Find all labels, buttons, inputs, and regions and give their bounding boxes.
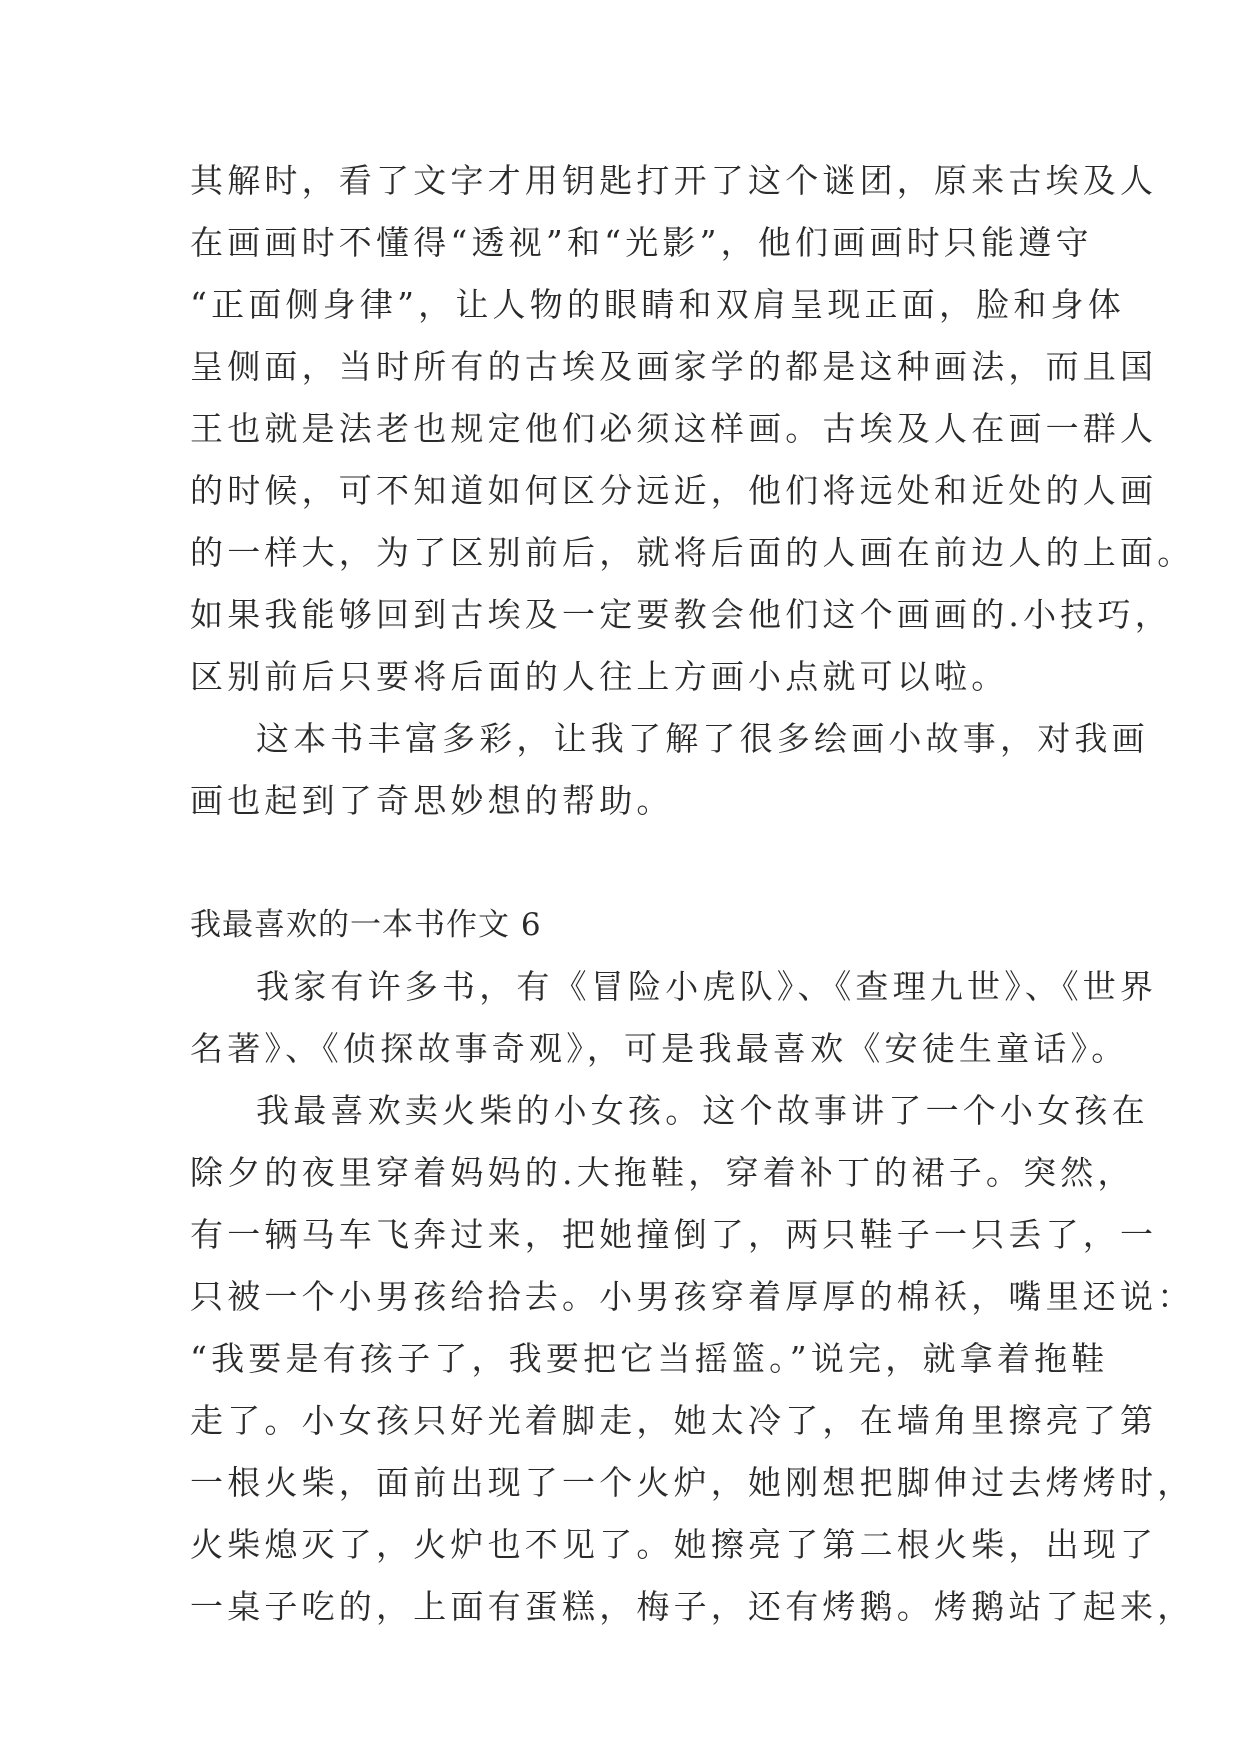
text-line: “我要是有孩子了，我要把它当摇篮。”说完，就拿着拖鞋 bbox=[190, 1339, 1109, 1378]
section-title: 我最喜欢的一本书作文 6 bbox=[190, 907, 542, 943]
text-line: 有一辆马车飞奔过来，把她撞倒了，两只鞋子一只丢了，一 bbox=[190, 1215, 1158, 1254]
text-line: “正面侧身律”，让人物的眼睛和双肩呈现正面，脸和身体 bbox=[190, 285, 1125, 324]
text-line: 区别前后只要将后面的人往上方画小点就可以啦。 bbox=[190, 657, 1009, 696]
paragraph-summary bbox=[190, 708, 1149, 832]
text-line: 我最喜欢卖火柴的小女孩。这个故事讲了一个小女孩在 bbox=[256, 1091, 1149, 1130]
text-line: 一根火柴，面前出现了一个火炉，她刚想把脚伸过去烤烤时， bbox=[190, 1463, 1195, 1502]
text-line: 走了。小女孩只好光着脚走，她太冷了，在墙角里擦亮了第 bbox=[190, 1401, 1158, 1440]
paragraph-story bbox=[190, 1080, 1195, 1638]
text-line: 的时候，可不知道如何区分远近，他们将远处和近处的人画 bbox=[190, 471, 1158, 510]
text-line: 在画画时不懂得“透视”和“光影”，他们画画时只能遵守 bbox=[190, 223, 1093, 262]
paragraph-books bbox=[190, 956, 1158, 1080]
paragraph-continued bbox=[190, 150, 1195, 708]
text-line: 只被一个小男孩给拾去。小男孩穿着厚厚的棉袄，嘴里还说： bbox=[190, 1277, 1195, 1316]
text-line: 呈侧面，当时所有的古埃及画家学的都是这种画法，而且国 bbox=[190, 347, 1158, 386]
text-line: 画也起到了奇思妙想的帮助。 bbox=[190, 781, 674, 820]
text-line: 火柴熄灭了，火炉也不见了。她擦亮了第二根火柴，出现了 bbox=[190, 1525, 1158, 1564]
text-line: 其解时，看了文字才用钥匙打开了这个谜团，原来古埃及人 bbox=[190, 161, 1158, 200]
text-line: 的一样大，为了区别前后，就将后面的人画在前边人的上面。 bbox=[190, 533, 1195, 572]
text-line: 我家有许多书，有《冒险小虎队》、《查理九世》、《世界 bbox=[256, 967, 1158, 1006]
text-line: 这本书丰富多彩，让我了解了很多绘画小故事，对我画 bbox=[256, 719, 1149, 758]
text-line: 王也就是法老也规定他们必须这样画。古埃及人在画一群人 bbox=[190, 409, 1158, 448]
text-line: 如果我能够回到古埃及一定要教会他们这个画画的.小技巧， bbox=[190, 595, 1172, 634]
text-line: 名著》、《侦探故事奇观》，可是我最喜欢《安徒生童话》。 bbox=[190, 1029, 1129, 1068]
section-spacer bbox=[190, 832, 1070, 894]
document-body bbox=[190, 150, 1195, 1638]
text-line: 除夕的夜里穿着妈妈的.大拖鞋，穿着补丁的裙子。突然， bbox=[190, 1153, 1135, 1192]
text-line: 一桌子吃的，上面有蛋糕，梅子，还有烤鹅。烤鹅站了起来， bbox=[190, 1587, 1195, 1626]
